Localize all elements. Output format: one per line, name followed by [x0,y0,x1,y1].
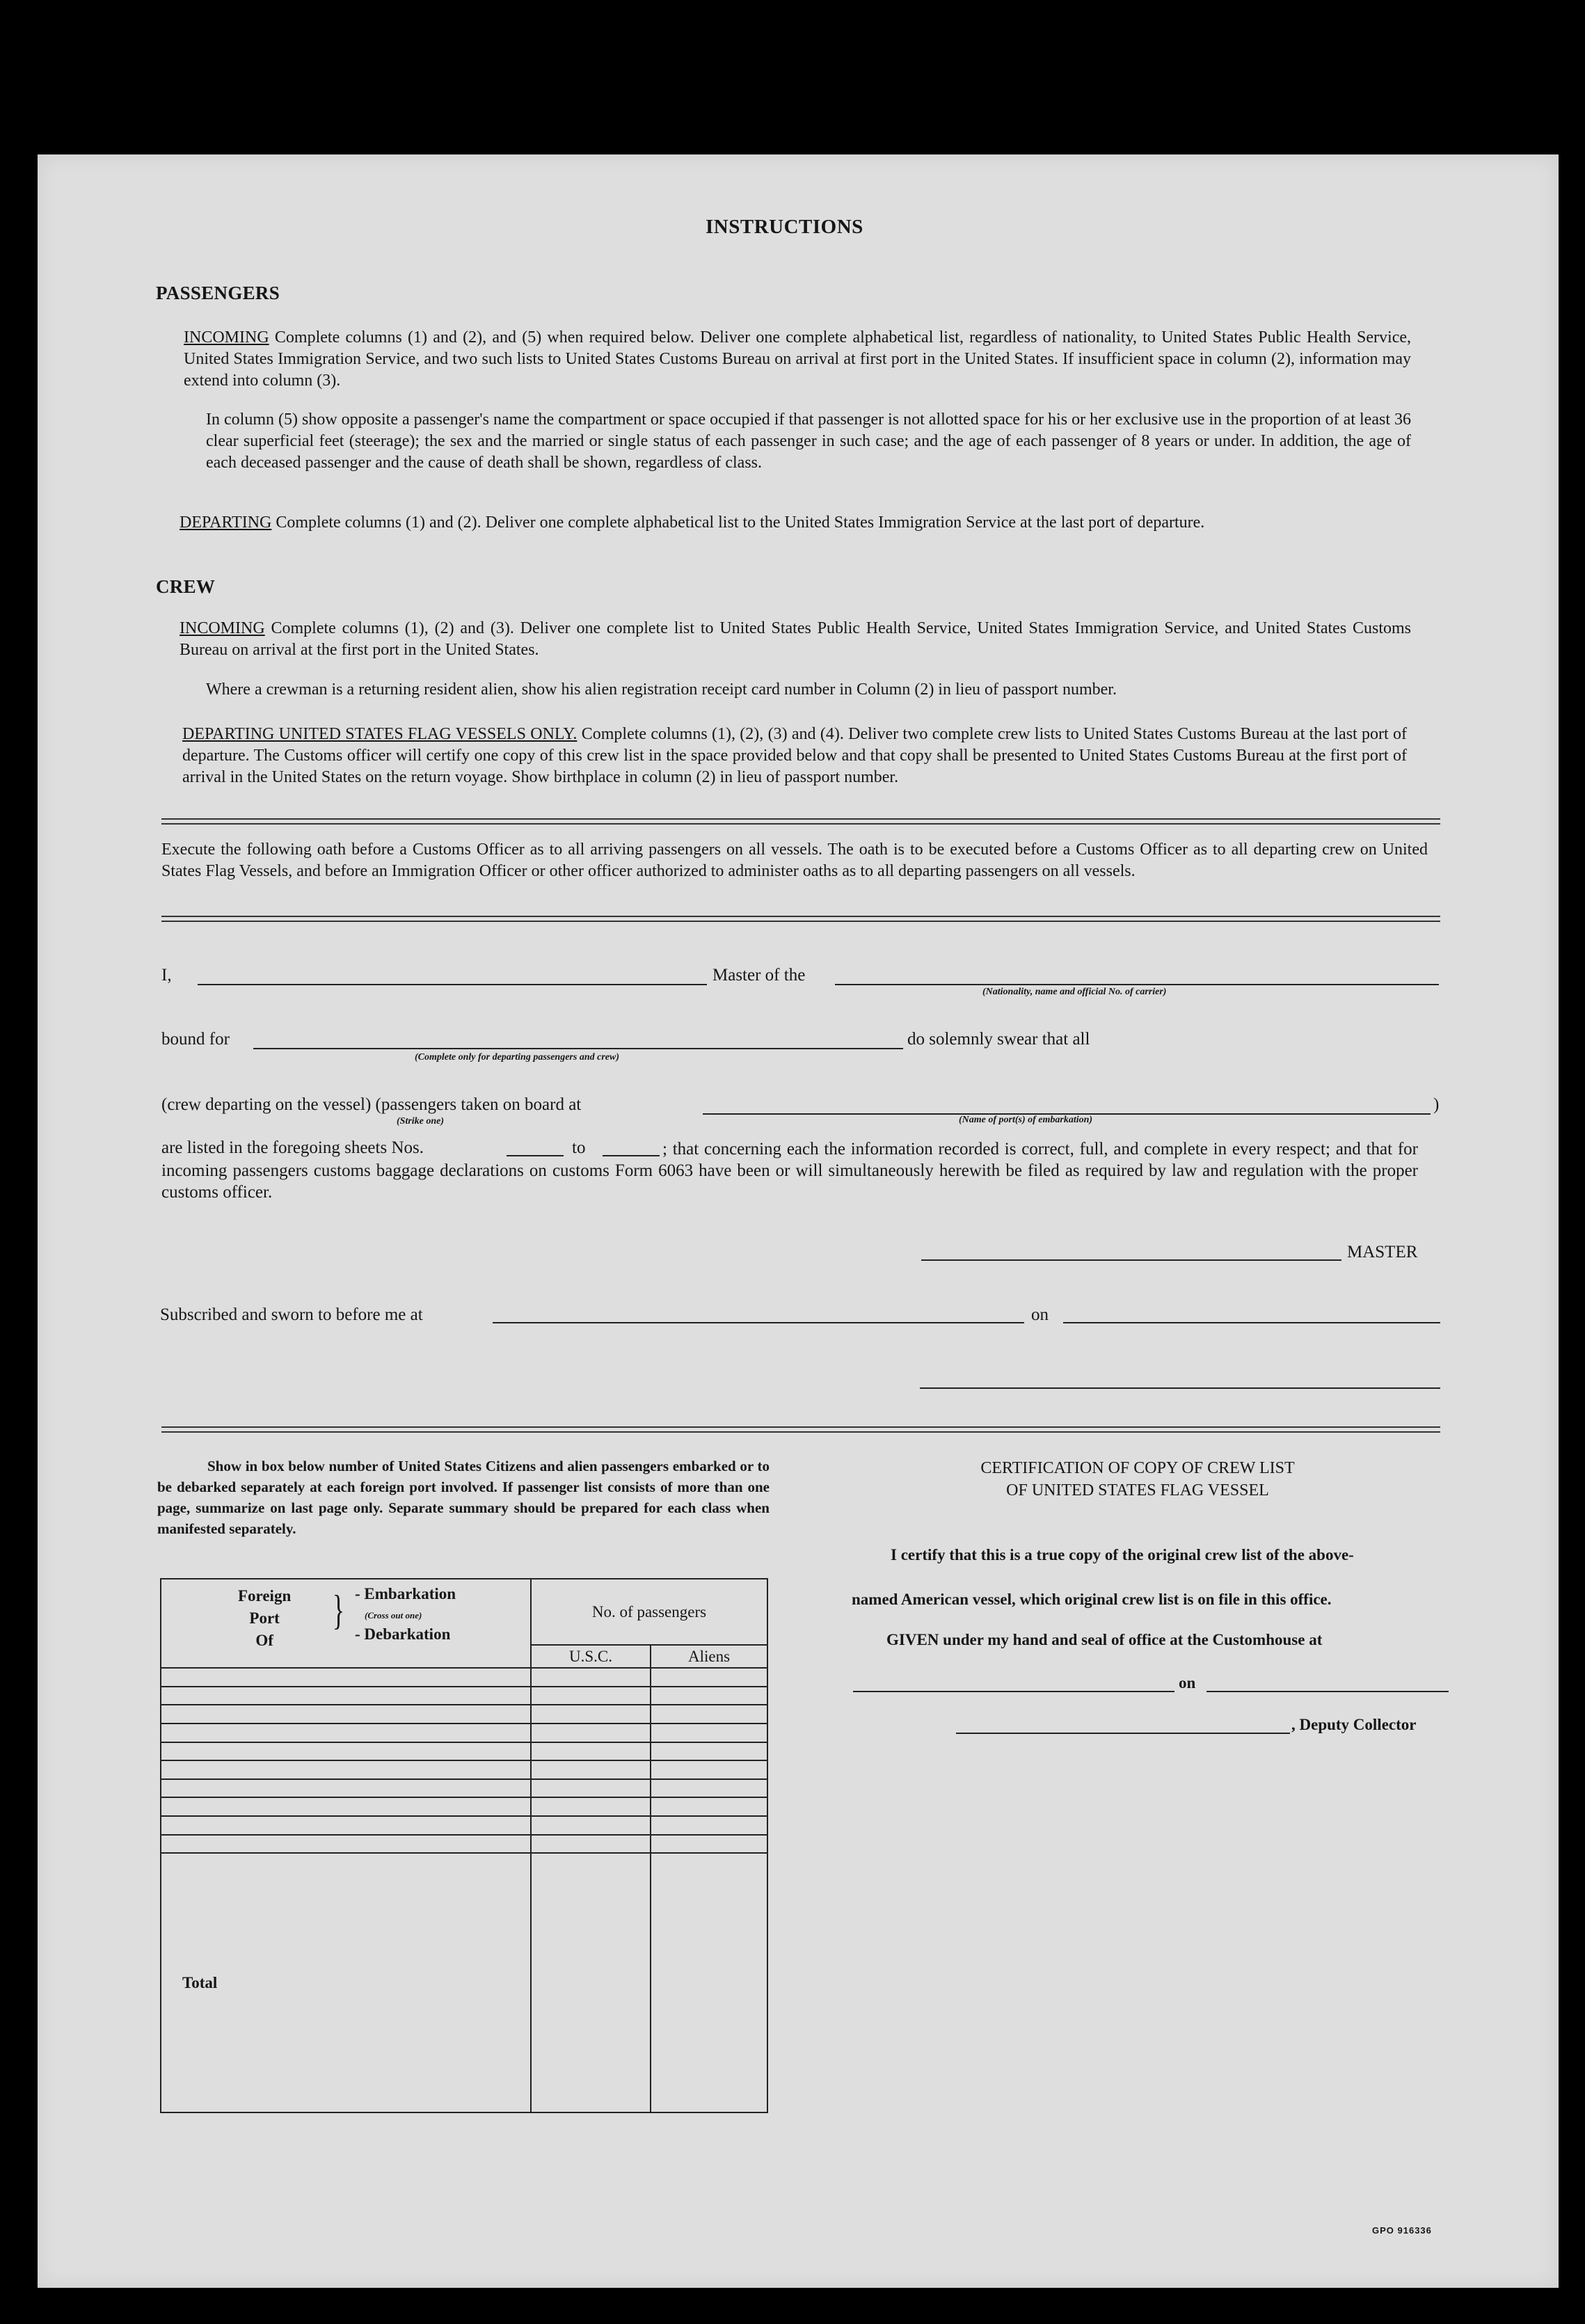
sworn-date-field[interactable] [1063,1322,1440,1323]
port-cell[interactable] [161,1779,531,1798]
port-cell[interactable] [161,1760,531,1779]
table-row [161,1835,767,1854]
passengers-heading: PASSENGERS [156,282,280,303]
close-paren: ) [1433,1095,1440,1114]
port-cell[interactable] [161,1797,531,1816]
foreign-port-header [161,1579,531,1668]
sheets-to-label: to [572,1138,586,1157]
foreign-line: Foreign [238,1587,292,1605]
bound-for-label: bound for [161,1030,230,1049]
deputy-collector-label: , Deputy Collector [1291,1716,1417,1733]
master-name-field[interactable] [198,984,707,985]
section-divider [161,818,1440,825]
carrier-field[interactable] [835,984,1439,985]
crew-resident-paragraph: Where a crewman is a returning resident alien, show his alien registration receipt card number in Column (2) in lieu of passport number. [206,681,1117,699]
table-row [161,1797,767,1816]
page-title: INSTRUCTIONS [706,216,863,238]
cross-out-caption: (Cross out one) [365,1610,422,1621]
port-cell[interactable] [161,1668,531,1687]
of-line: Of [255,1632,273,1649]
customhouse-field[interactable] [853,1691,1174,1692]
port-cell[interactable] [161,1705,531,1724]
table-row [161,1724,767,1742]
table-row [161,1816,767,1835]
carrier-caption: (Nationality, name and official No. of carrier) [982,987,1167,997]
aliens-cell[interactable] [651,1760,767,1779]
strike-caption: (Strike one) [397,1116,445,1127]
debarkation-option[interactable]: - Debarkation [355,1625,451,1643]
crew-incoming-label: INCOMING [180,619,265,637]
usc-header: U.S.C. [531,1645,651,1668]
aliens-header: Aliens [651,1645,767,1668]
usc-cell[interactable] [531,1816,651,1835]
crew-heading: CREW [156,576,216,597]
table-row [161,1668,767,1687]
aliens-total-cell[interactable] [651,1853,767,2112]
officer-signature-field[interactable] [920,1387,1440,1389]
usc-cell[interactable] [531,1835,651,1854]
sheets-prefix: are listed in the foregoing sheets Nos. [161,1138,424,1157]
usc-cell[interactable] [531,1760,651,1779]
aliens-cell[interactable] [651,1835,767,1854]
certify-line1: I certify that this is a true copy of the original crew list of the above- [891,1546,1354,1563]
given-line: GIVEN under my hand and seal of office at the Customhouse at [886,1631,1323,1648]
aliens-cell[interactable] [651,1797,767,1816]
usc-cell[interactable] [531,1779,651,1798]
master-label: MASTER [1347,1243,1418,1262]
crew-departing-label: DEPARTING UNITED STATES FLAG VESSELS ONLY. [182,725,578,743]
certify-line2: named American vessel, which original crew list is on file in this office. [852,1591,1332,1608]
bound-caption: (Complete only for departing passengers and crew) [415,1052,619,1062]
usc-cell[interactable] [531,1797,651,1816]
port-cell[interactable] [161,1816,531,1835]
subscribed-label: Subscribed and sworn to before me at [160,1305,423,1324]
no-of-passengers-header: No. of passengers [531,1579,767,1645]
master-of-label: Master of the [712,966,806,985]
usc-total-cell[interactable] [531,1853,651,2112]
section-divider [161,1426,1440,1433]
certification-on-label: on [1179,1674,1196,1692]
port-line: Port [249,1609,280,1627]
aliens-cell[interactable] [651,1705,767,1724]
total-row [161,1853,767,2112]
sworn-place-field[interactable] [493,1322,1024,1323]
sheets-suffix: ; that concerning each the information recorded is correct, full, and complete in every respect; and that for incoming passengers customs baggage declarations on customs Form 6063 have been or will simultaneously herewith be filed as required by law and regulation with the proper customs officer. [161,1140,1418,1202]
total-label: Total [161,1853,531,2112]
table-row [161,1779,767,1798]
crew-passengers-label: (crew departing on the vessel) (passengers taken on board at [161,1095,582,1114]
sworn-on-label: on [1031,1305,1049,1324]
aliens-cell[interactable] [651,1779,767,1798]
passengers-column5-paragraph: In column (5) show opposite a passenger's name the compartment or space occupied if that passenger is not allotted space for his or her exclusive use in the proportion of at least 36 clear superficial feet (steerage); the sex and the married or single status of each passenger in such case; and the age of each passenger of 8 years or under. In addition, the age of each deceased passenger and the cause of death shall be shown, regardless of class. [206,411,1411,472]
gpo-code: GPO 916336 [1372,2225,1432,2236]
usc-cell[interactable] [531,1705,651,1724]
passengers-incoming-paragraph [184,327,1411,392]
usc-cell[interactable] [531,1687,651,1705]
port-cell[interactable] [161,1742,531,1761]
aliens-cell[interactable] [651,1724,767,1742]
passengers-incoming-text: Complete columns (1) and (2), and (5) when required below. Deliver one complete alphabetical list, regardless of nationality, to United States Public Health Service, United States Immigration Service, and two such lists to United States Customs Bureau on arrival at first port in the United States. If insufficient space in column (2), information may extend into column (3). [184,328,1412,390]
passengers-departing-text: Complete columns (1) and (2). Deliver one complete alphabetical list to the United States Immigration Service at the last port of departure. [276,514,1205,532]
certification-heading-line1: CERTIFICATION OF COPY OF CREW LIST [980,1459,1295,1477]
ports-caption: (Name of port(s) of embarkation) [959,1115,1093,1125]
table-header-row [161,1579,767,1645]
usc-cell[interactable] [531,1742,651,1761]
table-row [161,1760,767,1779]
usc-cell[interactable] [531,1668,651,1687]
table-row [161,1687,767,1705]
passengers-departing-paragraph [180,512,1411,534]
summary-instruction: Show in box below number of United States Citizens and alien passengers embarked or to be debarked separately at each foreign port involved. If passenger list consists of more than one page, summarize on last page only. Separate summary should be prepared for each class when manifested separately. [157,1458,770,1537]
aliens-cell[interactable] [651,1816,767,1835]
crew-departing-text: Complete columns (1), (2), (3) and (4). Deliver two complete crew lists to United States Customs Bureau at the last port of departure. The Customs officer will certify one copy of this crew list in the space provided below and that copy shall be presented to United States Customs Bureau at the first port of arrival in the United States on the return voyage. Show birthplace in column (2) in lieu of passport number. [182,725,1407,786]
aliens-cell[interactable] [651,1687,767,1705]
section-divider [161,916,1440,922]
aliens-cell[interactable] [651,1668,767,1687]
swear-label: do solemnly swear that all [907,1030,1090,1049]
certification-heading [835,1457,1440,1502]
passenger-summary-table [160,1578,768,2113]
crew-incoming-text: Complete columns (1), (2) and (3). Deliver one complete list to United States Public Health Service, United States Immigration Service, and United States Customs Bureau on arrival at the first port in the United States. [180,619,1411,659]
bound-for-field[interactable] [253,1048,903,1049]
port-cell[interactable] [161,1724,531,1742]
certification-heading-line2: OF UNITED STATES FLAG VESSEL [1006,1481,1269,1499]
table-row [161,1705,767,1724]
certification-date-field[interactable] [1206,1691,1449,1692]
aliens-cell[interactable] [651,1742,767,1761]
brace-icon: } [332,1587,345,1633]
passengers-incoming-label: INCOMING [184,328,269,347]
port-cell[interactable] [161,1687,531,1705]
embarkation-option[interactable]: - Embarkation [355,1585,456,1602]
crew-departing-paragraph [182,724,1407,788]
foreign-port-label [238,1585,291,1652]
oath-i-label: I, [161,966,172,985]
crew-incoming-paragraph [180,618,1411,661]
passengers-departing-label: DEPARTING [180,514,272,532]
table-row [161,1742,767,1761]
port-cell[interactable] [161,1835,531,1854]
usc-cell[interactable] [531,1724,651,1742]
oath-instruction: Execute the following oath before a Customs Officer as to all arriving passengers on all vessels. The oath is to be executed before a Customs Officer as to all departing crew on United States Flag Vessels, and before an Immigration Officer or other officer authorized to administer oaths as to all departing passengers on all vessels. [161,841,1428,880]
deputy-signature-field[interactable] [956,1733,1290,1734]
master-signature-field[interactable] [921,1259,1341,1261]
